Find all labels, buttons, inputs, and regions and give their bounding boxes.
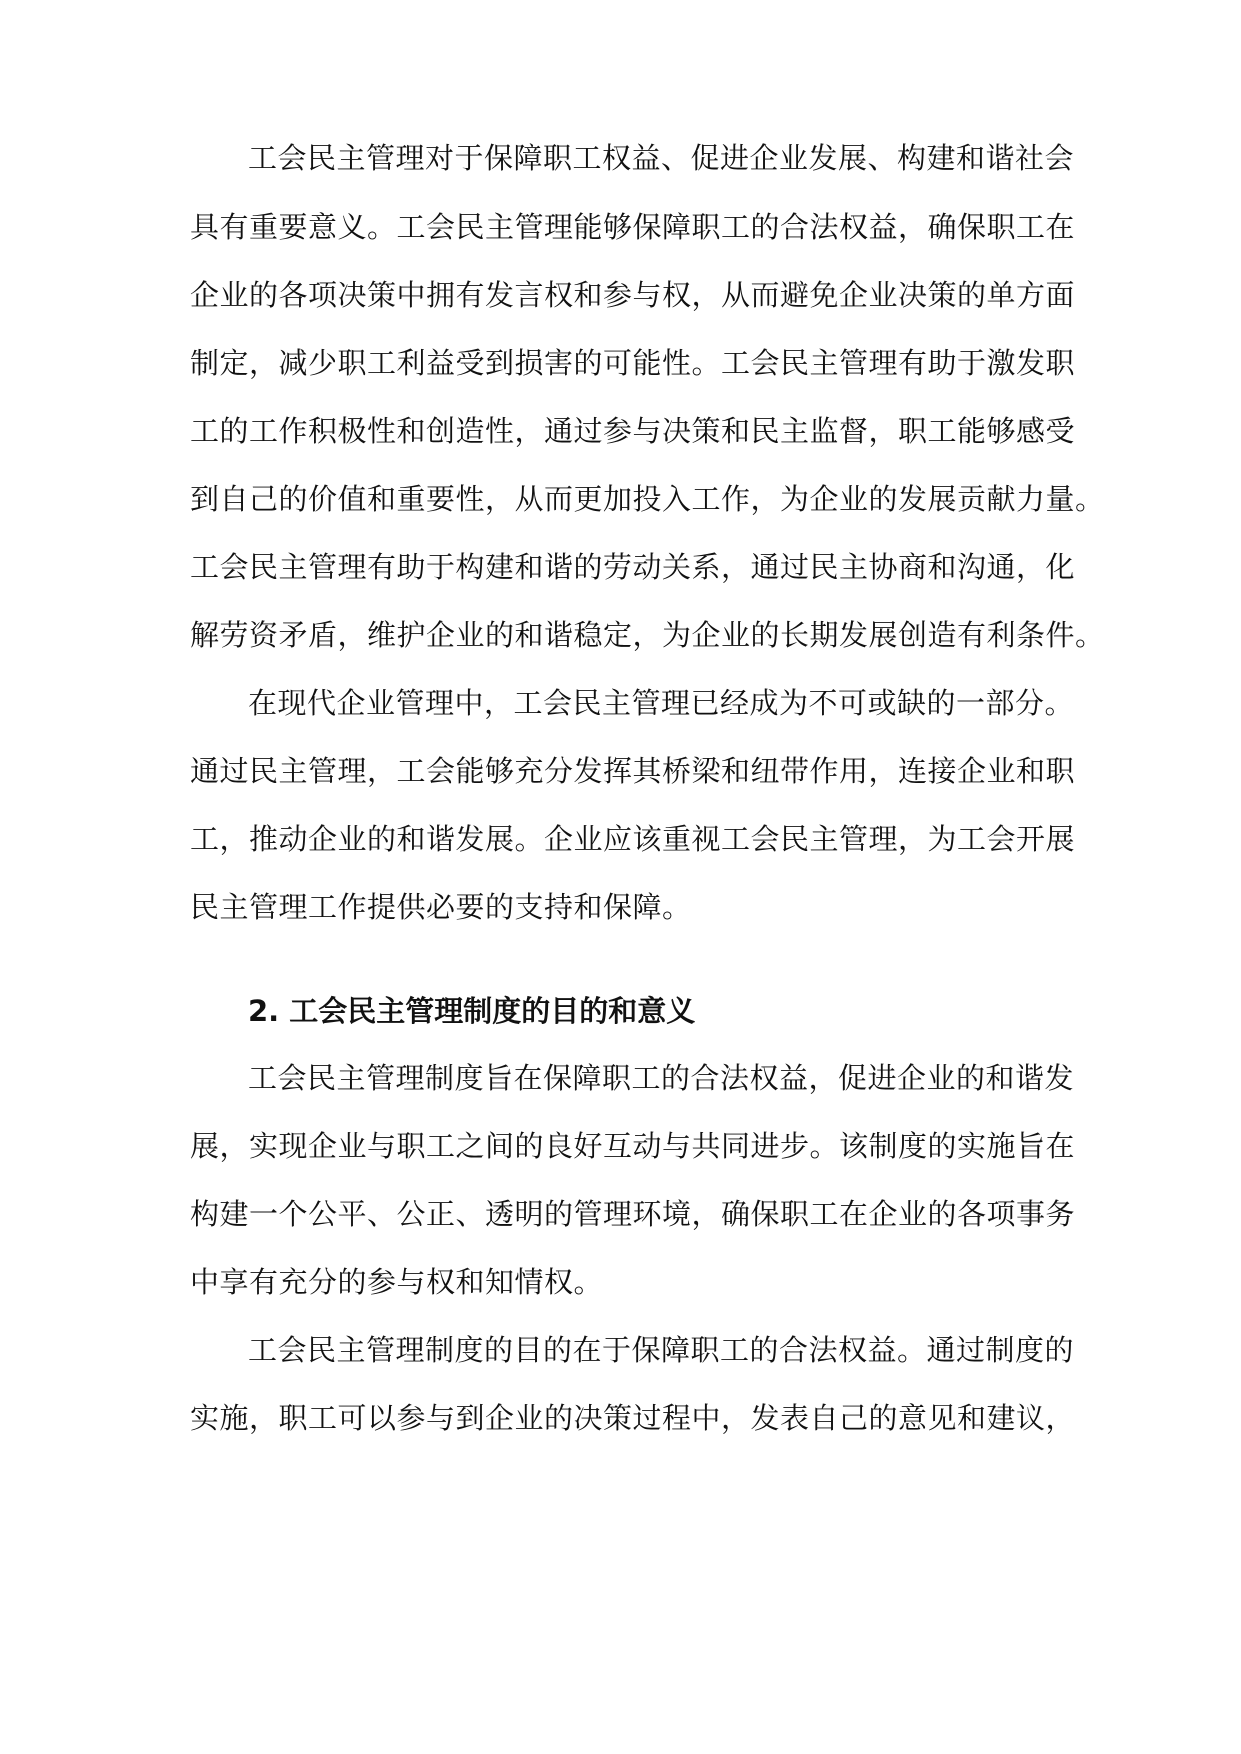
paragraph-2-line-1: 在现代企业管理中，工会民主管理已经成为不可或缺的一部分。 xyxy=(248,686,1075,720)
section-heading: 2. 工会民主管理制度的目的和意义 xyxy=(248,994,696,1028)
paragraph-1-line-3: 企业的各项决策中拥有发言权和参与权，从而避免企业决策的单方面 xyxy=(190,278,1076,312)
paragraph-3-line-4: 中享有充分的参与权和知情权。 xyxy=(190,1265,604,1299)
paragraph-2-line-4: 民主管理工作提供必要的支持和保障。 xyxy=(190,890,692,924)
paragraph-3-line-1: 工会民主管理制度旨在保障职工的合法权益，促进企业的和谐发 xyxy=(248,1061,1075,1095)
paragraph-4-line-1: 工会民主管理制度的目的在于保障职工的合法权益。通过制度的 xyxy=(248,1333,1075,1367)
paragraph-3-line-3: 构建一个公平、公正、透明的管理环境，确保职工在企业的各项事务 xyxy=(190,1197,1076,1231)
paragraph-1-line-6: 到自己的价值和重要性，从而更加投入工作，为企业的发展贡献力量。 xyxy=(190,482,1105,516)
paragraph-4-line-2: 实施，职工可以参与到企业的决策过程中，发表自己的意见和建议， xyxy=(190,1401,1076,1435)
paragraph-3-line-2: 展，实现企业与职工之间的良好互动与共同进步。该制度的实施旨在 xyxy=(190,1129,1076,1163)
paragraph-2-line-3: 工，推动企业的和谐发展。企业应该重视工会民主管理，为工会开展 xyxy=(190,822,1076,856)
paragraph-1-line-7: 工会民主管理有助于构建和谐的劳动关系，通过民主协商和沟通，化 xyxy=(190,550,1076,584)
paragraph-1-line-1: 工会民主管理对于保障职工权益、促进企业发展、构建和谐社会 xyxy=(248,141,1075,175)
paragraph-1-line-8: 解劳资矛盾，维护企业的和谐稳定，为企业的长期发展创造有利条件。 xyxy=(190,618,1105,652)
paragraph-1-line-4: 制定，减少职工利益受到损害的可能性。工会民主管理有助于激发职 xyxy=(190,346,1076,380)
paragraph-1-line-5: 工的工作积极性和创造性，通过参与决策和民主监督，职工能够感受 xyxy=(190,414,1076,448)
paragraph-1-line-2: 具有重要意义。工会民主管理能够保障职工的合法权益，确保职工在 xyxy=(190,210,1076,244)
paragraph-2-line-2: 通过民主管理，工会能够充分发挥其桥梁和纽带作用，连接企业和职 xyxy=(190,754,1076,788)
